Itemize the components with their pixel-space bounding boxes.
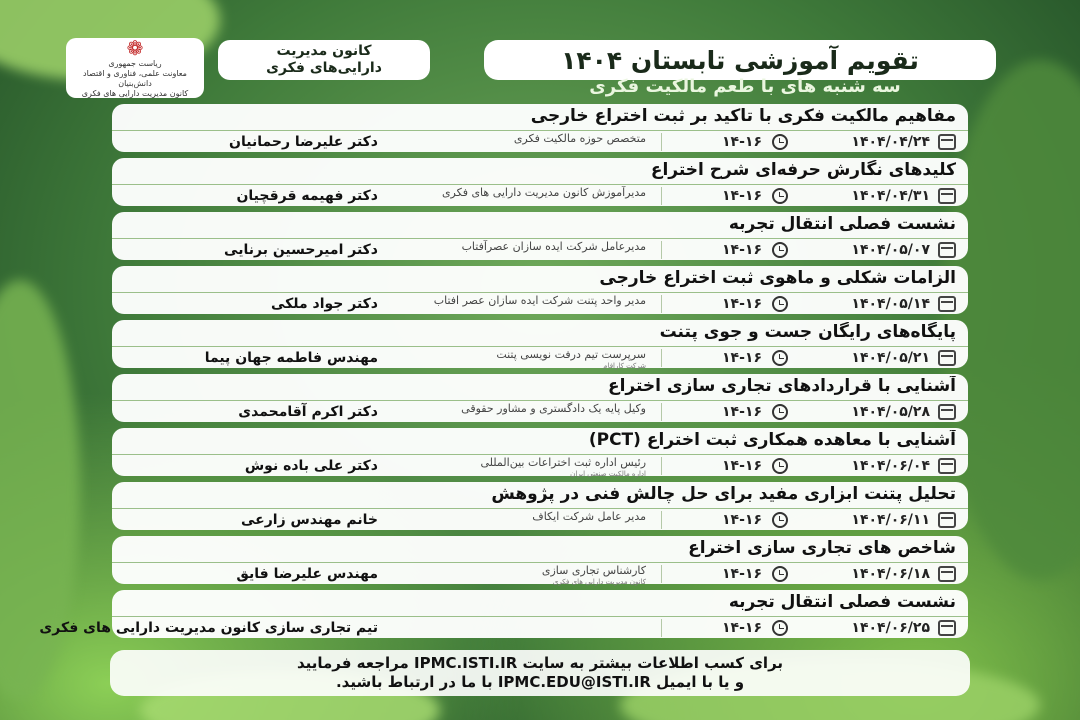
- session-date-text: ۱۴۰۴/۰۶/۲۵: [851, 620, 930, 636]
- clock-icon: [772, 404, 788, 420]
- calendar-icon: [938, 296, 956, 312]
- session-card: [112, 428, 968, 476]
- session-time-text: ۱۴-۱۶: [722, 350, 762, 366]
- divider: [661, 511, 662, 529]
- clock-icon: [772, 350, 788, 366]
- logo: [66, 38, 204, 98]
- session-date: [816, 131, 956, 153]
- session-row: [39, 590, 968, 642]
- session-date-text: ۱۴۰۴/۰۵/۱۴: [851, 296, 930, 312]
- session-time: [688, 239, 788, 261]
- speaker-role: [396, 564, 646, 586]
- speaker-name: دکتر اکرم آقامحمدی: [238, 404, 378, 420]
- session-row: [112, 212, 968, 264]
- speaker-name: دکتر علیرضا رحمانیان: [229, 134, 378, 150]
- session-title: نشست فصلی انتقال تجربه: [728, 214, 956, 234]
- session-time-text: ۱۴-۱۶: [722, 188, 762, 204]
- calendar-icon: [938, 350, 956, 366]
- speaker-role-text: وکیل پایه یک دادگستری و مشاور حقوقی: [461, 402, 646, 415]
- session-time: [688, 347, 788, 369]
- speaker-role: [396, 618, 646, 640]
- session-details: [112, 400, 968, 422]
- session-date-text: ۱۴۰۴/۰۶/۱۸: [851, 566, 930, 582]
- divider: [661, 619, 662, 637]
- speaker-role-text: مدیر عامل شرکت ایکاف: [532, 510, 646, 523]
- clock-icon: [772, 134, 788, 150]
- logo-line-3: کانون مدیریت دارایی های فکری: [81, 89, 189, 98]
- session-date: [816, 617, 956, 639]
- session-date-text: ۱۴۰۴/۰۴/۳۱: [851, 188, 930, 204]
- emblem-icon: ❁: [126, 36, 144, 60]
- session-date: [816, 509, 956, 531]
- session-details: [112, 562, 968, 584]
- speaker-role: [396, 510, 646, 532]
- speaker-role: [396, 348, 646, 370]
- footer-info: [110, 650, 970, 696]
- footer-line-1: برای کسب اطلاعات بیشتر به سایت IPMC.ISTI.IR مراجعه فرمایید: [296, 654, 784, 672]
- clock-icon: [772, 566, 788, 582]
- divider: [661, 133, 662, 151]
- session-card: [112, 482, 968, 530]
- speaker-name: تیم تجاری سازی کانون مدیریت دارایی های فکری: [39, 620, 378, 636]
- speaker-role: [396, 456, 646, 478]
- session-title: آشنایی با قراردادهای تجاری سازی اختراع: [607, 376, 956, 396]
- session-time-text: ۱۴-۱۶: [722, 296, 762, 312]
- session-time: [688, 509, 788, 531]
- speaker-role-text: سرپرست تیم درفت نویسی پتنت: [496, 348, 646, 361]
- session-time: [688, 401, 788, 423]
- clock-icon: [772, 458, 788, 474]
- calendar-icon: [938, 458, 956, 474]
- session-date-text: ۱۴۰۴/۰۶/۱۱: [851, 512, 930, 528]
- session-date: [816, 401, 956, 423]
- speaker-role-sub: اداره مالکیت صنعتی ایران: [570, 470, 646, 478]
- session-details: [112, 454, 968, 476]
- session-time-text: ۱۴-۱۶: [722, 620, 762, 636]
- divider: [661, 295, 662, 313]
- session-row: [112, 482, 968, 534]
- session-time-text: ۱۴-۱۶: [722, 458, 762, 474]
- speaker-role: [396, 402, 646, 424]
- session-card: [39, 590, 968, 638]
- session-time-text: ۱۴-۱۶: [722, 134, 762, 150]
- speaker-role-text: مدیرآموزش کانون مدیریت دارایی های فکری: [441, 186, 646, 199]
- logo-line-2: معاونت علمی، فناوری و اقتصاد دانش‌بنیان: [83, 69, 187, 88]
- session-time: [688, 185, 788, 207]
- speaker-name: مهندس فاطمه جهان پیما: [204, 350, 378, 366]
- page-title: تقویم آموزشی تابستان ۱۴۰۴: [484, 40, 996, 80]
- session-time: [688, 617, 788, 639]
- speaker-role-text: مدیر واحد پتنت شرکت ایده سازان عصر افتاب: [433, 294, 646, 307]
- calendar-icon: [938, 620, 956, 636]
- session-date: [816, 455, 956, 477]
- session-row: [112, 536, 968, 588]
- speaker-name: خانم مهندس زارعی: [240, 512, 378, 528]
- session-row: [112, 320, 968, 372]
- session-card: [112, 266, 968, 314]
- speaker-name: دکتر فهیمه قرقچیان: [236, 188, 378, 204]
- clock-icon: [772, 512, 788, 528]
- session-card: [112, 374, 968, 422]
- session-date-text: ۱۴۰۴/۰۵/۲۱: [851, 350, 930, 366]
- session-date: [816, 347, 956, 369]
- session-title: مفاهیم مالکیت فکری با تاکید بر ثبت اختراع خارجی: [530, 106, 956, 126]
- session-card: [112, 536, 968, 584]
- logo-line-1: ریاست جمهوری: [108, 59, 162, 68]
- session-date: [816, 563, 956, 585]
- calendar-icon: [938, 242, 956, 258]
- calendar-icon: [938, 566, 956, 582]
- session-details: [112, 292, 968, 314]
- divider: [661, 403, 662, 421]
- speaker-role: [396, 132, 646, 154]
- session-row: [112, 266, 968, 318]
- divider: [661, 241, 662, 259]
- speaker-name: دکتر امیرحسین برنایی: [224, 242, 378, 258]
- session-details: [112, 184, 968, 206]
- divider: [661, 349, 662, 367]
- session-details: [112, 508, 968, 530]
- clock-icon: [772, 620, 788, 636]
- session-list: [39, 104, 968, 644]
- divider: [661, 457, 662, 475]
- speaker-role-sub: کانون مدیریت دارایی های فکری: [552, 578, 646, 586]
- speaker-role: [396, 240, 646, 262]
- session-time-text: ۱۴-۱۶: [722, 512, 762, 528]
- session-row: [112, 374, 968, 426]
- org-line-2: دارایی‌های فکری: [266, 60, 382, 76]
- footer-line-2: و یا با ایمیل IPMC.EDU@ISTI.IR با ما در ارتباط باشید.: [335, 673, 745, 691]
- clock-icon: [772, 296, 788, 312]
- session-date: [816, 185, 956, 207]
- calendar-icon: [938, 134, 956, 150]
- page-subtitle: سه شنبه های با طعم مالکیت فکری: [589, 76, 901, 97]
- session-time: [688, 563, 788, 585]
- speaker-name: مهندس علیرضا فایق: [236, 566, 378, 582]
- session-date: [816, 293, 956, 315]
- session-title: شاخص های تجاری سازی اختراع: [688, 538, 956, 558]
- org-label: [218, 40, 430, 80]
- session-details: [112, 130, 968, 152]
- session-date-text: ۱۴۰۴/۰۴/۲۴: [851, 134, 930, 150]
- session-details: [112, 346, 968, 368]
- session-details: [39, 616, 968, 638]
- session-row: [112, 158, 968, 210]
- session-date-text: ۱۴۰۴/۰۵/۰۷: [851, 242, 930, 258]
- session-card: [112, 212, 968, 260]
- session-row: [112, 104, 968, 156]
- session-card: [112, 158, 968, 206]
- speaker-name: دکتر جواد ملکی: [270, 296, 378, 312]
- calendar-icon: [938, 404, 956, 420]
- session-title: الزامات شکلی و ماهوی ثبت اختراع خارجی: [599, 268, 956, 288]
- session-time-text: ۱۴-۱۶: [722, 566, 762, 582]
- session-time: [688, 293, 788, 315]
- speaker-role: [396, 294, 646, 316]
- speaker-name: دکتر علی باده نوش: [244, 458, 378, 474]
- session-details: [112, 238, 968, 260]
- org-line-1: کانون مدیریت: [276, 43, 372, 59]
- session-time: [688, 131, 788, 153]
- session-time: [688, 455, 788, 477]
- calendar-icon: [938, 188, 956, 204]
- clock-icon: [772, 242, 788, 258]
- session-date: [816, 239, 956, 261]
- session-date-text: ۱۴۰۴/۰۵/۲۸: [851, 404, 930, 420]
- speaker-role: [396, 186, 646, 208]
- calendar-icon: [938, 512, 956, 528]
- session-row: [112, 428, 968, 480]
- session-title: کلیدهای نگارش حرفه‌ای شرح اختراع: [650, 160, 956, 180]
- divider: [661, 187, 662, 205]
- session-title: تحلیل پتنت ابزاری مفید برای حل چالش فنی در پژوهش: [491, 484, 956, 504]
- divider: [661, 565, 662, 583]
- session-time-text: ۱۴-۱۶: [722, 404, 762, 420]
- clock-icon: [772, 188, 788, 204]
- session-time-text: ۱۴-۱۶: [722, 242, 762, 258]
- speaker-role-text: متخصص حوزه مالکیت فکری: [513, 132, 646, 145]
- speaker-role-text: رئیس اداره ثبت اختراعات بین‌المللی: [480, 456, 646, 469]
- speaker-role-text: مدیرعامل شرکت ایده سازان عصرآفتاب: [461, 240, 646, 253]
- session-title: نشست فصلی انتقال تجربه: [728, 592, 956, 612]
- speaker-role-text: کارشناس تجاری سازی: [541, 564, 646, 577]
- session-date-text: ۱۴۰۴/۰۶/۰۴: [851, 458, 930, 474]
- speaker-role-sub: شرکت کارافام: [603, 362, 646, 370]
- session-card: [112, 104, 968, 152]
- session-card: [112, 320, 968, 368]
- session-title: پایگاه‌های رایگان جست و جوی پتنت: [659, 322, 956, 342]
- session-title: آشنایی با معاهده همکاری ثبت اختراع (PCT): [588, 430, 956, 450]
